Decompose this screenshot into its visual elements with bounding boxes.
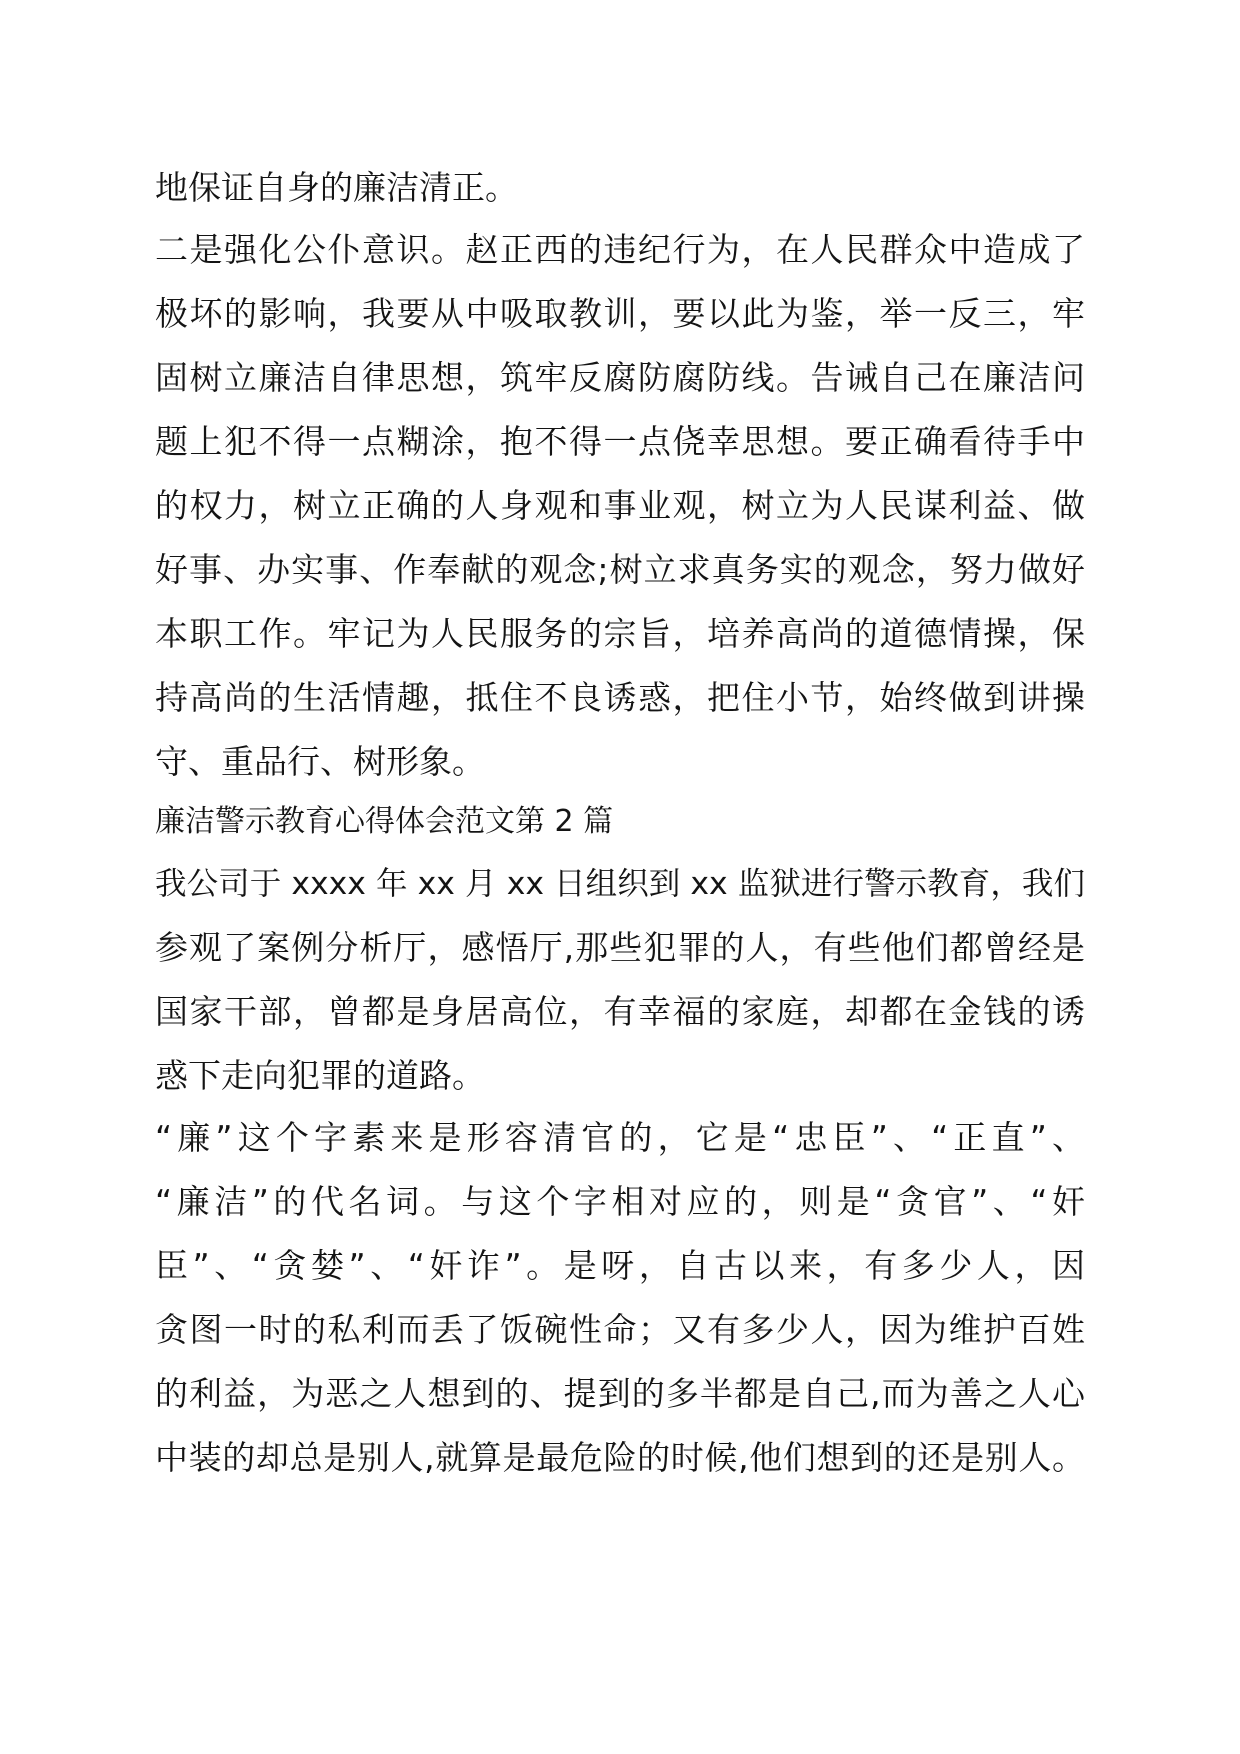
- paragraph-line: 二是强化公仆意识。赵正西的违纪行为，在人民群众中造成了: [155, 230, 1085, 269]
- paragraph-line: 本职工作。牢记为人民服务的宗旨，培养高尚的道德情操，保: [155, 614, 1085, 653]
- paragraph-line: 地保证自身的廉洁清正。: [155, 168, 518, 207]
- paragraph-line: “廉”这个字素来是形容清官的，它是“忠臣”、“正直”、: [155, 1118, 1085, 1157]
- paragraph-line: 固树立廉洁自律思想，筑牢反腐防腐防线。告诫自己在廉洁问: [155, 358, 1085, 397]
- paragraph-line: 极坏的影响，我要从中吸取教训，要以此为鉴，举一反三，牢: [155, 294, 1085, 333]
- paragraph-line: 守、重品行、树形象。: [155, 742, 485, 781]
- paragraph-line: 我公司于 xxxx 年 xx 月 xx 日组织到 xx 监狱进行警示教育，我们: [155, 866, 1085, 902]
- section-heading: 廉洁警示教育心得体会范文第 2 篇: [155, 804, 614, 839]
- paragraph-line: 的利益，为恶之人想到的、提到的多半都是自己,而为善之人心: [155, 1374, 1085, 1413]
- paragraph-line: 国家干部，曾都是身居高位，有幸福的家庭，却都在金钱的诱: [155, 992, 1085, 1031]
- paragraph-line: 臣”、“贪婪”、“奸诈”。是呀，自古以来，有多少人，因: [155, 1246, 1085, 1285]
- paragraph-line: 贪图一时的私利而丢了饭碗性命；又有多少人，因为维护百姓: [155, 1310, 1085, 1349]
- paragraph-line: 持高尚的生活情趣，抵住不良诱惑，把住小节，始终做到讲操: [155, 678, 1085, 717]
- paragraph-line: 中装的却总是别人,就算是最危险的时候,他们想到的还是别人。: [155, 1438, 1085, 1477]
- paragraph-line: “廉洁”的代名词。与这个字相对应的，则是“贪官”、“奸: [155, 1182, 1085, 1221]
- paragraph-line: 的权力，树立正确的人身观和事业观，树立为人民谋利益、做: [155, 486, 1085, 525]
- paragraph-line: 参观了案例分析厅，感悟厅,那些犯罪的人，有些他们都曾经是: [155, 928, 1085, 967]
- paragraph-line: 题上犯不得一点糊涂，抱不得一点侥幸思想。要正确看待手中: [155, 422, 1085, 461]
- paragraph-line: 好事、办实事、作奉献的观念;树立求真务实的观念，努力做好: [155, 550, 1085, 589]
- paragraph-line: 惑下走向犯罪的道路。: [155, 1056, 485, 1095]
